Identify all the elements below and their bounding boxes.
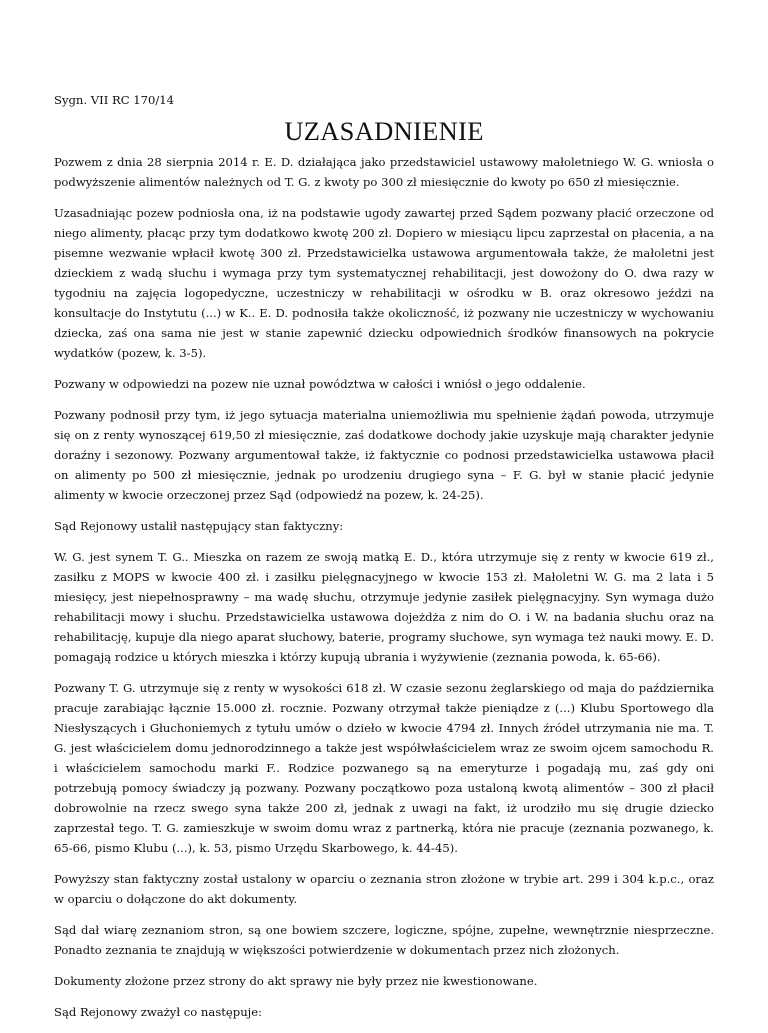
paragraph-credibility: Sąd dał wiarę zeznaniom stron, są one bowiem szczere, logiczne, spójne, zupełne, wewnętrznie niesprzeczne. Ponadto zeznania te znajdują w większości potwierdzenie w dokumentach przez nich złożonych.	[54, 923, 714, 957]
paragraph-findings-intro: Sąd Rejonowy ustalił następujący stan faktyczny:	[54, 519, 344, 533]
document-page	[54, 90, 714, 1033]
paragraph-claim: Pozwem z dnia 28 sierpnia 2014 r. E. D. działająca jako przedstawiciel ustawowy małoletniego W. G. wniosła o podwyższenie alimentów należnych od T. G. z kwoty po 300 zł miesięcznie do kwoty po 650 zł miesięcznie.	[54, 155, 714, 189]
paragraph-child-situation: W. G. jest synem T. G.. Mieszka on razem ze swoją matką E. D., która utrzymuje się z renty w kwocie 619 zł., zasiłku z MOPS w kwocie 400 zł. i zasiłku pielęgnacyjnego w kwocie 153 zł. Małoletni W. G. ma 2 lata i 5 miesięcy, jest niepełnosprawny – ma wadę słuchu, otrzymuje jedynie zasiłek pielęgnacyjny. Syn wymaga dużo rehabilitacji mowy i słuchu. Przedstawicielka ustawowa dojeżdża z nim do O. i W. na badania słuchu oraz na rehabilitację, kupuje dla niego aparat słuchowy, baterie, programy słuchowe, syn wymaga też nauki mowy. E. D. pomagają rodzice u których mieszka i którzy kupują ubrania i wyżywienie (zeznania powoda, k. 65-66).	[54, 550, 715, 664]
case-signature: Sygn. VII RC 170/14	[54, 93, 175, 107]
paragraph-court-considerations: Sąd Rejonowy zważył co następuje:	[54, 1005, 263, 1019]
paragraph-defendant-arguments: Pozwany podnosił przy tym, iż jego sytuacja materialna uniemożliwia mu spełnienie żądań powoda, utrzymuje się on z renty wynoszącej 619,50 zł miesięcznie, zaś dodatkowe dochody jakie uzyskuje mają charakter jedynie doraźny i sezonowy. Pozwany argumentował także, iż faktycznie co podnosi przedstawicielka ustawowa płacił on alimenty po 500 zł miesięcznie, jednak po urodzeniu drugiego syna – F. G. był w stanie płacić jedynie alimenty w kwocie orzeczonej przez Sąd (odpowiedź na pozew, k. 24-25).	[54, 408, 714, 502]
paragraph-claim-justification: Uzasadniając pozew podniosła ona, iż na podstawie ugody zawartej przed Sądem pozwany płacić orzeczone od niego alimenty, płacąc przy tym dodatkowo kwotę 200 zł. Dopiero w miesiącu lipcu zaprzestał on płacenia, a na pisemne wezwanie wpłacił kwotę 300 zł. Przedstawicielka ustawowa argumentowała także, że małoletni jest dzieckiem z wadą słuchu i wymaga przy tym systematycznej rehabilitacji, jest dowożony do O. dwa razy w tygodniu na zajęcia logopedyczne, uczestniczy w rehabilitacji w ośrodku w B. oraz okresowo jeździ na konsultacje do Instytutu (...) w K.. E. D. podnosiła także okoliczność, iż pozwany nie uczestniczy w wychowaniu dziecka, zaś ona sama nie jest w stanie zapewnić dziecku odpowiednich środków finansowych na pokrycie wydatków (pozew, k. 3-5).	[54, 206, 714, 360]
document-title: UZASADNIENIE	[284, 116, 484, 146]
paragraph-response: Pozwany w odpowiedzi na pozew nie uznał powództwa w całości i wniósł o jego oddalenie.	[54, 377, 586, 391]
paragraph-evidence-basis: Powyższy stan faktyczny został ustalony w oparciu o zeznania stron złożone w trybie art. 299 i 304 k.p.c., oraz w oparciu o dołączone do akt dokumenty.	[54, 872, 714, 906]
paragraph-defendant-situation: Pozwany T. G. utrzymuje się z renty w wysokości 618 zł. W czasie sezonu żeglarskiego od maja do października pracuje zarabiając łącznie 15.000 zł. rocznie. Pozwany otrzymał także pieniądze z (...) Klubu Sportowego dla Niesłyszących i Głuchoniemych z tytułu umów o dzieło w kwocie 4794 zł. Innych źródeł utrzymania nie ma. T. G. jest właścicielem domu jednorodzinnego a także jest współwłaścicielem wraz ze swoim ojcem samochodu R. i właścicielem samochodu marki F.. Rodzice pozwanego są na emeryturze i pogadają mu, zaś gdy oni potrzebują pomocy świadczy ją pozwany. Pozwany początkowo poza ustaloną kwotą alimentów – 300 zł płacił dobrowolnie na rzecz swego syna także 200 zł, jednak z uwagi na fakt, iż urodziło mu się drugie dziecko zaprzestał tego. T. G. zamieszkuje w swoim domu wraz z partnerką, która nie pracuje (zeznania pozwanego, k. 65-66, pismo Klubu (...), k. 53, pismo Urzędu Skarbowego, k. 44-45).	[54, 681, 714, 855]
paragraph-documents: Dokumenty złożone przez strony do akt sprawy nie były przez nie kwestionowane.	[54, 974, 538, 988]
